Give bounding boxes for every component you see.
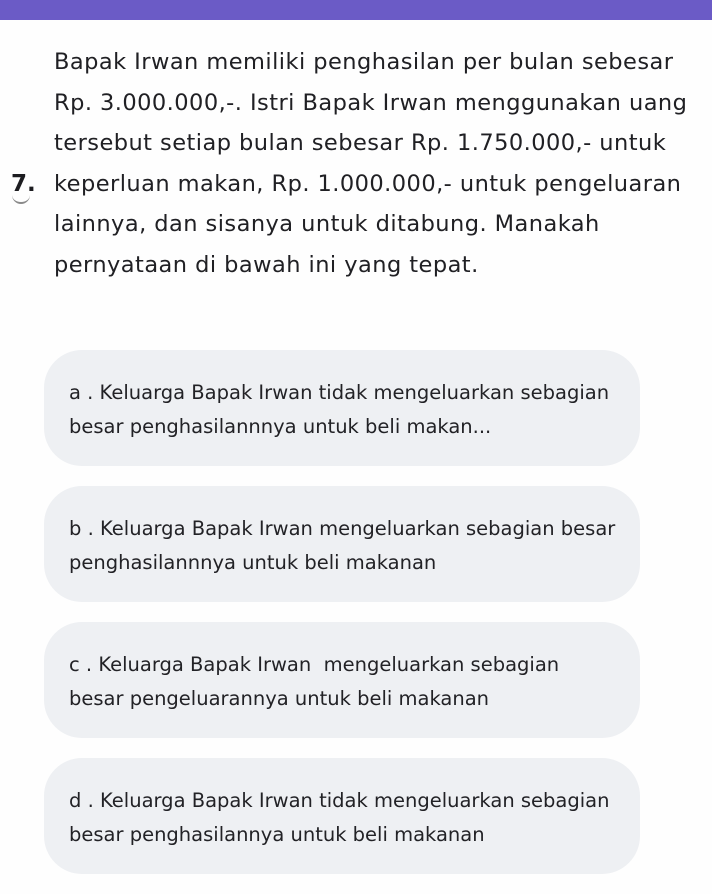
option-b[interactable] [44,486,640,602]
option-a[interactable] [44,350,640,466]
option-d-text: d . Keluarga Bapak Irwan tidak mengeluarkan sebagian besar penghasilannya untuk beli makanan [69,789,616,846]
answer-options [44,350,640,894]
option-c-text: c . Keluarga Bapak Irwan mengeluarkan sebagian besar pengeluarannya untuk beli makanan [69,653,566,710]
option-a-text: a . Keluarga Bapak Irwan tidak mengeluarkan sebagian besar penghasilannnya untuk beli makan... [69,381,616,438]
option-c[interactable] [44,622,640,738]
question-number: 7. [11,171,36,197]
question-text: Bapak Irwan memiliki penghasilan per bulan sebesar Rp. 3.000.000,-. Istri Bapak Irwan menggunakan uang tersebut setiap bulan sebesar Rp. 1.750.000,- untuk keperluan makan, Rp. 1.000.000,- untuk pengeluaran lainnya, dan sisanya untuk ditabung. Manakah pernyataan di bawah ini yang tepat. [54,49,688,278]
option-d[interactable] [44,758,640,874]
option-b-text: b . Keluarga Bapak Irwan mengeluarkan sebagian besar penghasilannnya untuk beli makanan [69,517,622,574]
top-accent-bar [0,0,712,20]
